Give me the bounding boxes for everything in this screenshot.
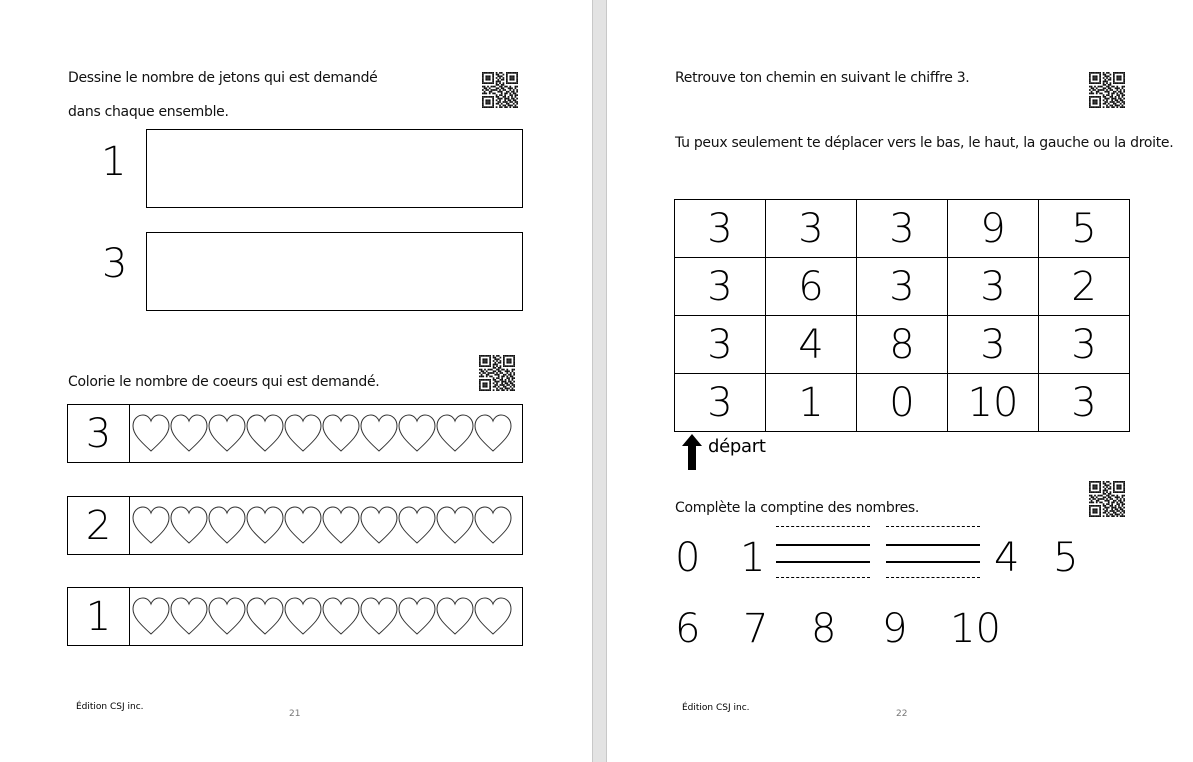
footer-publisher: Édition CSJ inc. xyxy=(76,702,144,712)
heart-icon[interactable] xyxy=(360,597,398,637)
hearts-container xyxy=(130,497,522,554)
heart-icon[interactable] xyxy=(208,597,246,637)
qr-code-icon xyxy=(482,72,518,108)
maze-cell[interactable]: 1 xyxy=(766,374,857,432)
draw-number-label: 1 xyxy=(101,139,127,185)
heart-icon[interactable] xyxy=(246,506,284,546)
footer-page-number: 21 xyxy=(289,709,301,719)
heart-icon[interactable] xyxy=(132,597,170,637)
heart-icon[interactable] xyxy=(398,506,436,546)
maze-cell[interactable]: 3 xyxy=(948,258,1039,316)
heart-icon[interactable] xyxy=(208,506,246,546)
heart-icon[interactable] xyxy=(474,506,512,546)
maze-cell[interactable]: 9 xyxy=(948,200,1039,258)
maze-cell[interactable]: 3 xyxy=(766,200,857,258)
maze-cell[interactable]: 3 xyxy=(1039,374,1130,432)
page-21 xyxy=(0,0,592,762)
sequence-number: 6 xyxy=(675,606,701,652)
number-maze-grid xyxy=(674,199,1130,432)
maze-cell[interactable]: 3 xyxy=(675,258,766,316)
instruction-maze-line1: Retrouve ton chemin en suivant le chiffre 3. xyxy=(675,70,970,86)
answer-blank[interactable] xyxy=(776,526,870,578)
qr-code-icon xyxy=(1089,481,1125,517)
heart-icon[interactable] xyxy=(360,506,398,546)
instruction-counting: Complète la comptine des nombres. xyxy=(675,500,920,516)
up-arrow-icon xyxy=(682,434,702,470)
maze-cell[interactable]: 10 xyxy=(948,374,1039,432)
maze-cell[interactable]: 3 xyxy=(857,200,948,258)
heart-icon[interactable] xyxy=(246,597,284,637)
maze-cell[interactable]: 5 xyxy=(1039,200,1130,258)
footer-publisher: Édition CSJ inc. xyxy=(682,703,750,713)
maze-cell[interactable]: 3 xyxy=(1039,316,1130,374)
sequence-number: 8 xyxy=(811,606,837,652)
heart-row xyxy=(67,587,523,646)
hearts-container xyxy=(130,405,522,462)
heart-icon[interactable] xyxy=(436,597,474,637)
heart-icon[interactable] xyxy=(246,414,284,454)
heart-icon[interactable] xyxy=(284,414,322,454)
drawing-box[interactable] xyxy=(146,232,523,311)
heart-row-number: 1 xyxy=(68,588,130,645)
answer-blank[interactable] xyxy=(886,526,980,578)
maze-cell[interactable]: 3 xyxy=(675,374,766,432)
qr-code-icon xyxy=(479,355,515,391)
maze-cell[interactable]: 3 xyxy=(675,316,766,374)
heart-icon[interactable] xyxy=(208,414,246,454)
drawing-box[interactable] xyxy=(146,129,523,208)
heart-icon[interactable] xyxy=(360,414,398,454)
instruction-draw-line2: dans chaque ensemble. xyxy=(68,104,229,120)
sequence-number: 9 xyxy=(882,606,908,652)
qr-code-icon xyxy=(1089,72,1125,108)
heart-icon[interactable] xyxy=(398,414,436,454)
start-label: départ xyxy=(708,436,766,457)
heart-icon[interactable] xyxy=(132,506,170,546)
heart-row xyxy=(67,496,523,555)
maze-cell[interactable]: 6 xyxy=(766,258,857,316)
heart-row xyxy=(67,404,523,463)
heart-icon[interactable] xyxy=(322,597,360,637)
sequence-number: 5 xyxy=(1053,535,1079,581)
heart-icon[interactable] xyxy=(284,597,322,637)
sequence-number: 10 xyxy=(950,606,1001,652)
footer-page-number: 22 xyxy=(896,709,908,719)
maze-cell[interactable]: 3 xyxy=(675,200,766,258)
heart-row-number: 3 xyxy=(68,405,130,462)
draw-number-label: 3 xyxy=(102,241,128,287)
sequence-number: 0 xyxy=(675,535,701,581)
maze-cell[interactable]: 3 xyxy=(857,258,948,316)
heart-icon[interactable] xyxy=(398,597,436,637)
heart-icon[interactable] xyxy=(170,414,208,454)
sequence-number: 7 xyxy=(743,606,769,652)
heart-icon[interactable] xyxy=(474,597,512,637)
maze-row xyxy=(675,374,1130,432)
maze-cell[interactable]: 4 xyxy=(766,316,857,374)
heart-row-number: 2 xyxy=(68,497,130,554)
heart-icon[interactable] xyxy=(170,506,208,546)
heart-icon[interactable] xyxy=(322,414,360,454)
instruction-color-hearts: Colorie le nombre de coeurs qui est demandé. xyxy=(68,374,380,390)
sequence-number: 4 xyxy=(994,535,1020,581)
heart-icon[interactable] xyxy=(170,597,208,637)
heart-icon[interactable] xyxy=(436,506,474,546)
maze-cell[interactable]: 0 xyxy=(857,374,948,432)
maze-cell[interactable]: 2 xyxy=(1039,258,1130,316)
heart-icon[interactable] xyxy=(436,414,474,454)
maze-row xyxy=(675,200,1130,258)
heart-icon[interactable] xyxy=(132,414,170,454)
page-gutter xyxy=(592,0,607,762)
heart-icon[interactable] xyxy=(322,506,360,546)
maze-row xyxy=(675,316,1130,374)
maze-cell[interactable]: 8 xyxy=(857,316,948,374)
sequence-number: 1 xyxy=(740,535,766,581)
instruction-maze-line2: Tu peux seulement te déplacer vers le bas, le haut, la gauche ou la droite. xyxy=(675,135,1174,151)
instruction-draw-line1: Dessine le nombre de jetons qui est demandé xyxy=(68,70,378,86)
heart-icon[interactable] xyxy=(474,414,512,454)
maze-row xyxy=(675,258,1130,316)
heart-icon[interactable] xyxy=(284,506,322,546)
hearts-container xyxy=(130,588,522,645)
maze-cell[interactable]: 3 xyxy=(948,316,1039,374)
